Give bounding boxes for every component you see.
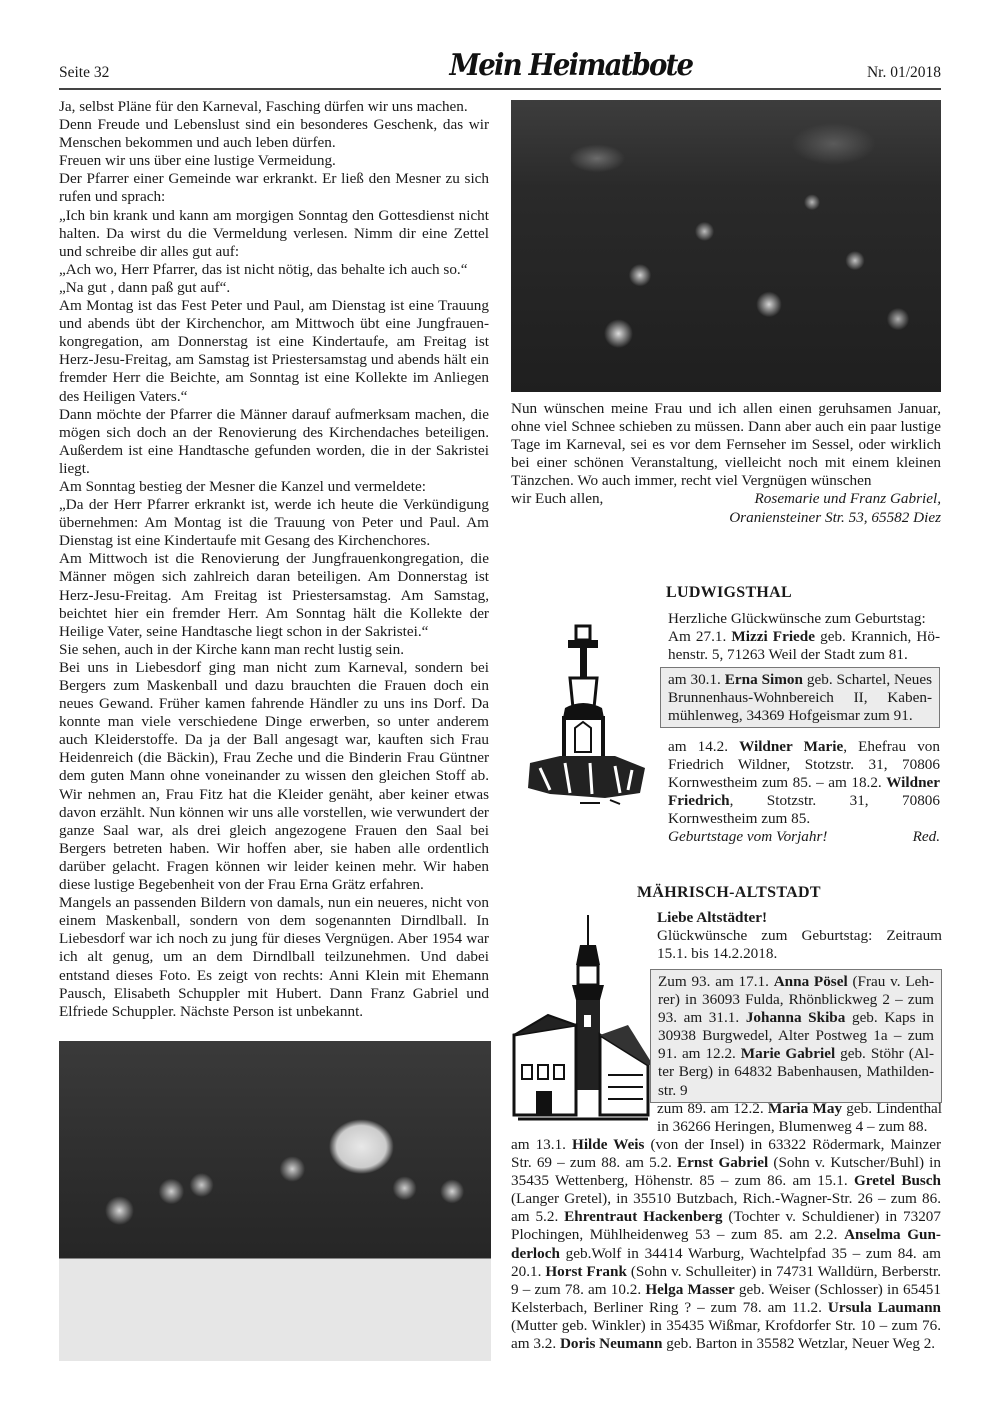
signature-name: Rosemarie und Franz Gabriel, [754,490,941,508]
page-header [59,48,941,90]
paragraph: Am Montag ist das Fest Peter und Paul, am Dienstag ist eine Trauung und abends übt der Kirchenchor, am Mittwoch übt eine Jungfrauenkongregation, am Donnerstag ist eine Kindertaufe, am Freitag ist Herz-Jesu-Freitag, am Samstag ist Priestersamstag und abends hält ein fremder Herr die Beichte, am Sonntag ist eine Kollekte im Anliegen des Heiligen Vaters.“ [59,297,489,405]
salutation: Liebe Altstädter! [657,909,768,926]
altstadt-entries: am 13.1. Hilde Weis (von der Insel) in 63322 Rödermark, Mainzer Str. 69 – zum 88. am 5.2. Ernst Gabriel (Sohn v. Kutscher/Buhl) in 35435 Wettenberg, Höhenstr. 85 – zum 86. am 15.1. Gretel Busch (Langer Gretel), in 35510 Butzbach, Rich.-Wagner-Str. 26 – zum 86. am 5.2. Ehrentraut Hackenberg (Tochter v. Schuldiener) in 73207 Plochingen, Mühlheidenweg 53 – zum 85. am 2.2. Anselma Gunderloch geb.Wolf in 34414 Warburg, Wachtelpfad 35 – zum 84. am 20.1. Horst Frank (Sohn v. Schulleiter) in 74731 Walldürn, Berberstr. 9 – zum 78. am 10.2. Helga Masser geb. Weiser (Schlosser) in 65451 Kelsterbach, Berliner Ring ? – zum 78. am 11.2. Ursula Laumann (Mutter geb. Winkler) in 35435 Wißmar, Krofdorfer Str. 10 – zum 76. am 3.2. Doris Neumann geb. Barton in 35582 Wetzlar, Neuer Weg 2. [511,1136,942,1353]
person-name: Ursula Laumann [827,1298,941,1316]
greeting-block [511,400,941,527]
paragraph: Am Sonntag bestieg der Mesner die Kanzel und vermeldete: [59,477,426,495]
person-name: Wildner Marie [739,738,844,755]
crucifix-icon [520,618,655,818]
paragraph: Der Pfarrer einer Gemeinde war erkrankt. Er ließ den Mesner zu sich rufen und sprach: [59,170,489,206]
person-name: Anna Pösel [773,973,848,990]
person-name: Wildner Friedrich [668,774,940,810]
person-name: Horst Frank [545,1262,627,1280]
person-name: Ehrentraut Hackenberg [564,1208,723,1226]
section-title-altstadt: MÄHRISCH-ALTSTADT [637,884,821,901]
article-left-column [59,98,489,1021]
paragraph: „Na gut , dann paß gut auf“. [59,278,231,296]
person-name: Ernst Gabriel [677,1154,769,1172]
dance-hall-photo [511,100,941,392]
paragraph: „Ach wo, Herr Pfarrer, das ist nicht nötig, das behalte ich auch so.“ [59,260,468,278]
paragraph: Bei uns in Liebesdorf ging man nicht zum Karneval, sondern bei Bergers zum Maskenball und dazu brauchten die Frauen doch ein neues Gewand. Früher kamen fahrende Händler zu uns ins Dorf. Da konnte man viele verschiedene Dinge erwerben, so unter anderem auch Kleiderstoffe. Da ja der Ball angesagt war, kauften sich Frau Heidenreich (die Bäckin), Frau Zeche und die Binderin Frau Güntner dem guten Mann ohne voneinander zu wissen den gleichen Stoff ab. Wir nehmen an, Frau Fitz hat die Kleider genäht, aber keiner etwas davon erzählt. Nun können wir uns alle vorstellen, wie verwundert der ganze Saal war, als drei gleich angezogene Frauen den Saal bei Bergers betreten haben. Wir hoffen aber, sie haben alle ordentlich darüber gelacht. Fragen können wir leider keinen mehr. Wir haben diese lustige Begebenheit von der Frau Erna Grätz erfahren. [59,658,489,894]
person-name: Marie Gabriel [740,1045,836,1063]
masthead-logo: Mein Heimatbote [449,48,693,83]
person-name: Doris Neumann [559,1335,663,1353]
person-name: Maria May [767,1100,843,1117]
altstadt-entries-indent: zum 89. am 12.2. Maria May geb. Lindenthal in 36266 Heringen, Blumenweg 4 – zum 88. [657,1100,942,1136]
paragraph: Freuen wir uns über eine lustige Vermeidung. [59,152,336,170]
paragraph: Dann möchte der Pfarrer die Männer darauf aufmerksam machen, die mögen sich doch an der Renovierung des Kirchendaches beteiligen. Außerdem ist eine Handtasche gefunden worden, die in der Sakristei liegt. [59,405,489,477]
town-hall-icon [508,915,656,1125]
paragraph: „Ich bin krank und kann am morgigen Sonntag den Gottesdienst nicht halten. Da wirst du die Vermeldung verlesen. Nimm dir eine Zettel und schreibe dir alles gut auf: [59,206,489,260]
person-name: Helga Masser [645,1280,735,1298]
ludwigsthal-intro: Herzliche Glückwünsche zum Geburtstag: Am 27.1. Mizzi Friede geb. Krannich, Höhenstr. 5, 71263 Weil der Stadt zum 81. [668,610,941,664]
editor-note: Geburtstage vom Vorjahr! [668,828,828,846]
person-name: Anselma Gunderloch [511,1226,941,1262]
person-name: Gretel Busch [853,1172,941,1190]
paragraph: Denn Freude und Lebenslust sind ein besonderes Geschenk, das wir Menschen bekommen und auch leben dürfen. [59,116,489,152]
paragraph: Mangels an passenden Bildern von damals, nun ein neueres, nicht von einem Maskenball, sondern von dem sogenannten Dirndlball. In Liebesdorf war ich noch zu jung für dieses Vergnügen. Aber 1954 war ich alt genug, um an dem Dirndlball teilzunehmen. Und dabei entstand dieses Foto. Es zeigt von rechts: Anni Klein mit Ehemann Pausch, Elisabeth Schuppler mit Hubert. Dann Franz Gabriel und Elfriede Schuppler. Nächste Person ist unbekannt. [59,894,489,1020]
editor-sign: Red. [912,828,940,846]
paragraph: „Da der Herr Pfarrer erkrankt ist, werde ich heute die Verkündigung übernehmen: Am Montag ist die Trauung von Peter und Paul. Am Dienstag ist eine Kindertaufe mit Gesang des Kirchenchores. [59,496,489,550]
paragraph: Ja, selbst Pläne für den Karneval, Fasching dürfen wir uns machen. [59,98,468,115]
section-title-ludwigsthal: LUDWIGSTHAL [666,584,792,601]
person-name: Erna Simon [724,671,803,688]
person-name: Johanna Skiba [745,1009,846,1027]
greeting-text: Nun wünschen meine Frau und ich allen einen geruhsamen Januar, ohne viel Schnee schieben zu müssen. Dann aber auch ein paar lustige Tage im Karneval, sei es vor dem Fernseher im Sessel, oder wirklich bei einer schönen Veranstaltung, vielleicht noch mit einem kleinen Tänzchen. Wo auch immer, recht viel Vergnügen wünschen [511,400,941,490]
paragraph: Sie sehen, auch in der Kirche kann man recht lustig sein. [59,640,404,658]
person-name: Mizzi Friede [731,628,815,646]
greeting-end: wir Euch allen, [511,490,604,508]
issue-number: Nr. 01/2018 [866,64,941,81]
highlighted-birthday-box: Zum 93. am 17.1. Anna Pösel (Frau v. Lehrer) in 36093 Fulda, Rhönblickweg 2 – zum 93. am 31.1. Johanna Skiba geb. Kaps in 30938 Burgwedel, Alter Postweg 1a – zum 91. am 12.2. Marie Gabriel geb. Stöhr (Alter Berg) in 64832 Babenhausen, Mathildenstr. 9 [650,969,942,1103]
dirndlball-photo [59,1041,491,1361]
highlighted-birthday-box: am 30.1. Erna Simon geb. Schartel, Neues Brunnenhaus-Wohnbereich II, Kabenmühlenweg, 34369 Hofgeismar zum 91. [660,667,940,728]
page-number: Seite 32 [59,64,110,81]
paragraph: Am Mittwoch ist die Renovierung der Jungfrauenkongregation, die Männer mögen sich zahlreich daran beteiligen. Am Donnerstag ist Herz-Jesu-Freitag. Am Freitag ist Priestersamstag. Am Samstag, beichtet hier ein fremder Herr. Am Sonntag hält die Kollekte der Heilige Vater, seine Handtasche liegt schon in der Sakristei.“ [59,550,489,640]
altstadt-intro: Liebe Altstädter! Glückwünsche zum Geburtstag: Zeitraum 15.1. bis 14.2.2018. [657,909,942,963]
ludwigsthal-entries: am 14.2. Wildner Marie, Ehefrau von Friedrich Wildner, Stotzstr. 31, 70806 Kornwestheim zum 85. – am 18.2. Wildner Friedrich, Stotzstr. 31, 70806 Kornwestheim zum 85. Geburtstage vom Vorjahr! Red. [668,738,940,846]
person-name: Hilde Weis [572,1136,645,1153]
signature-address: Oraniensteiner Str. 53, 65582 Diez [729,508,941,526]
